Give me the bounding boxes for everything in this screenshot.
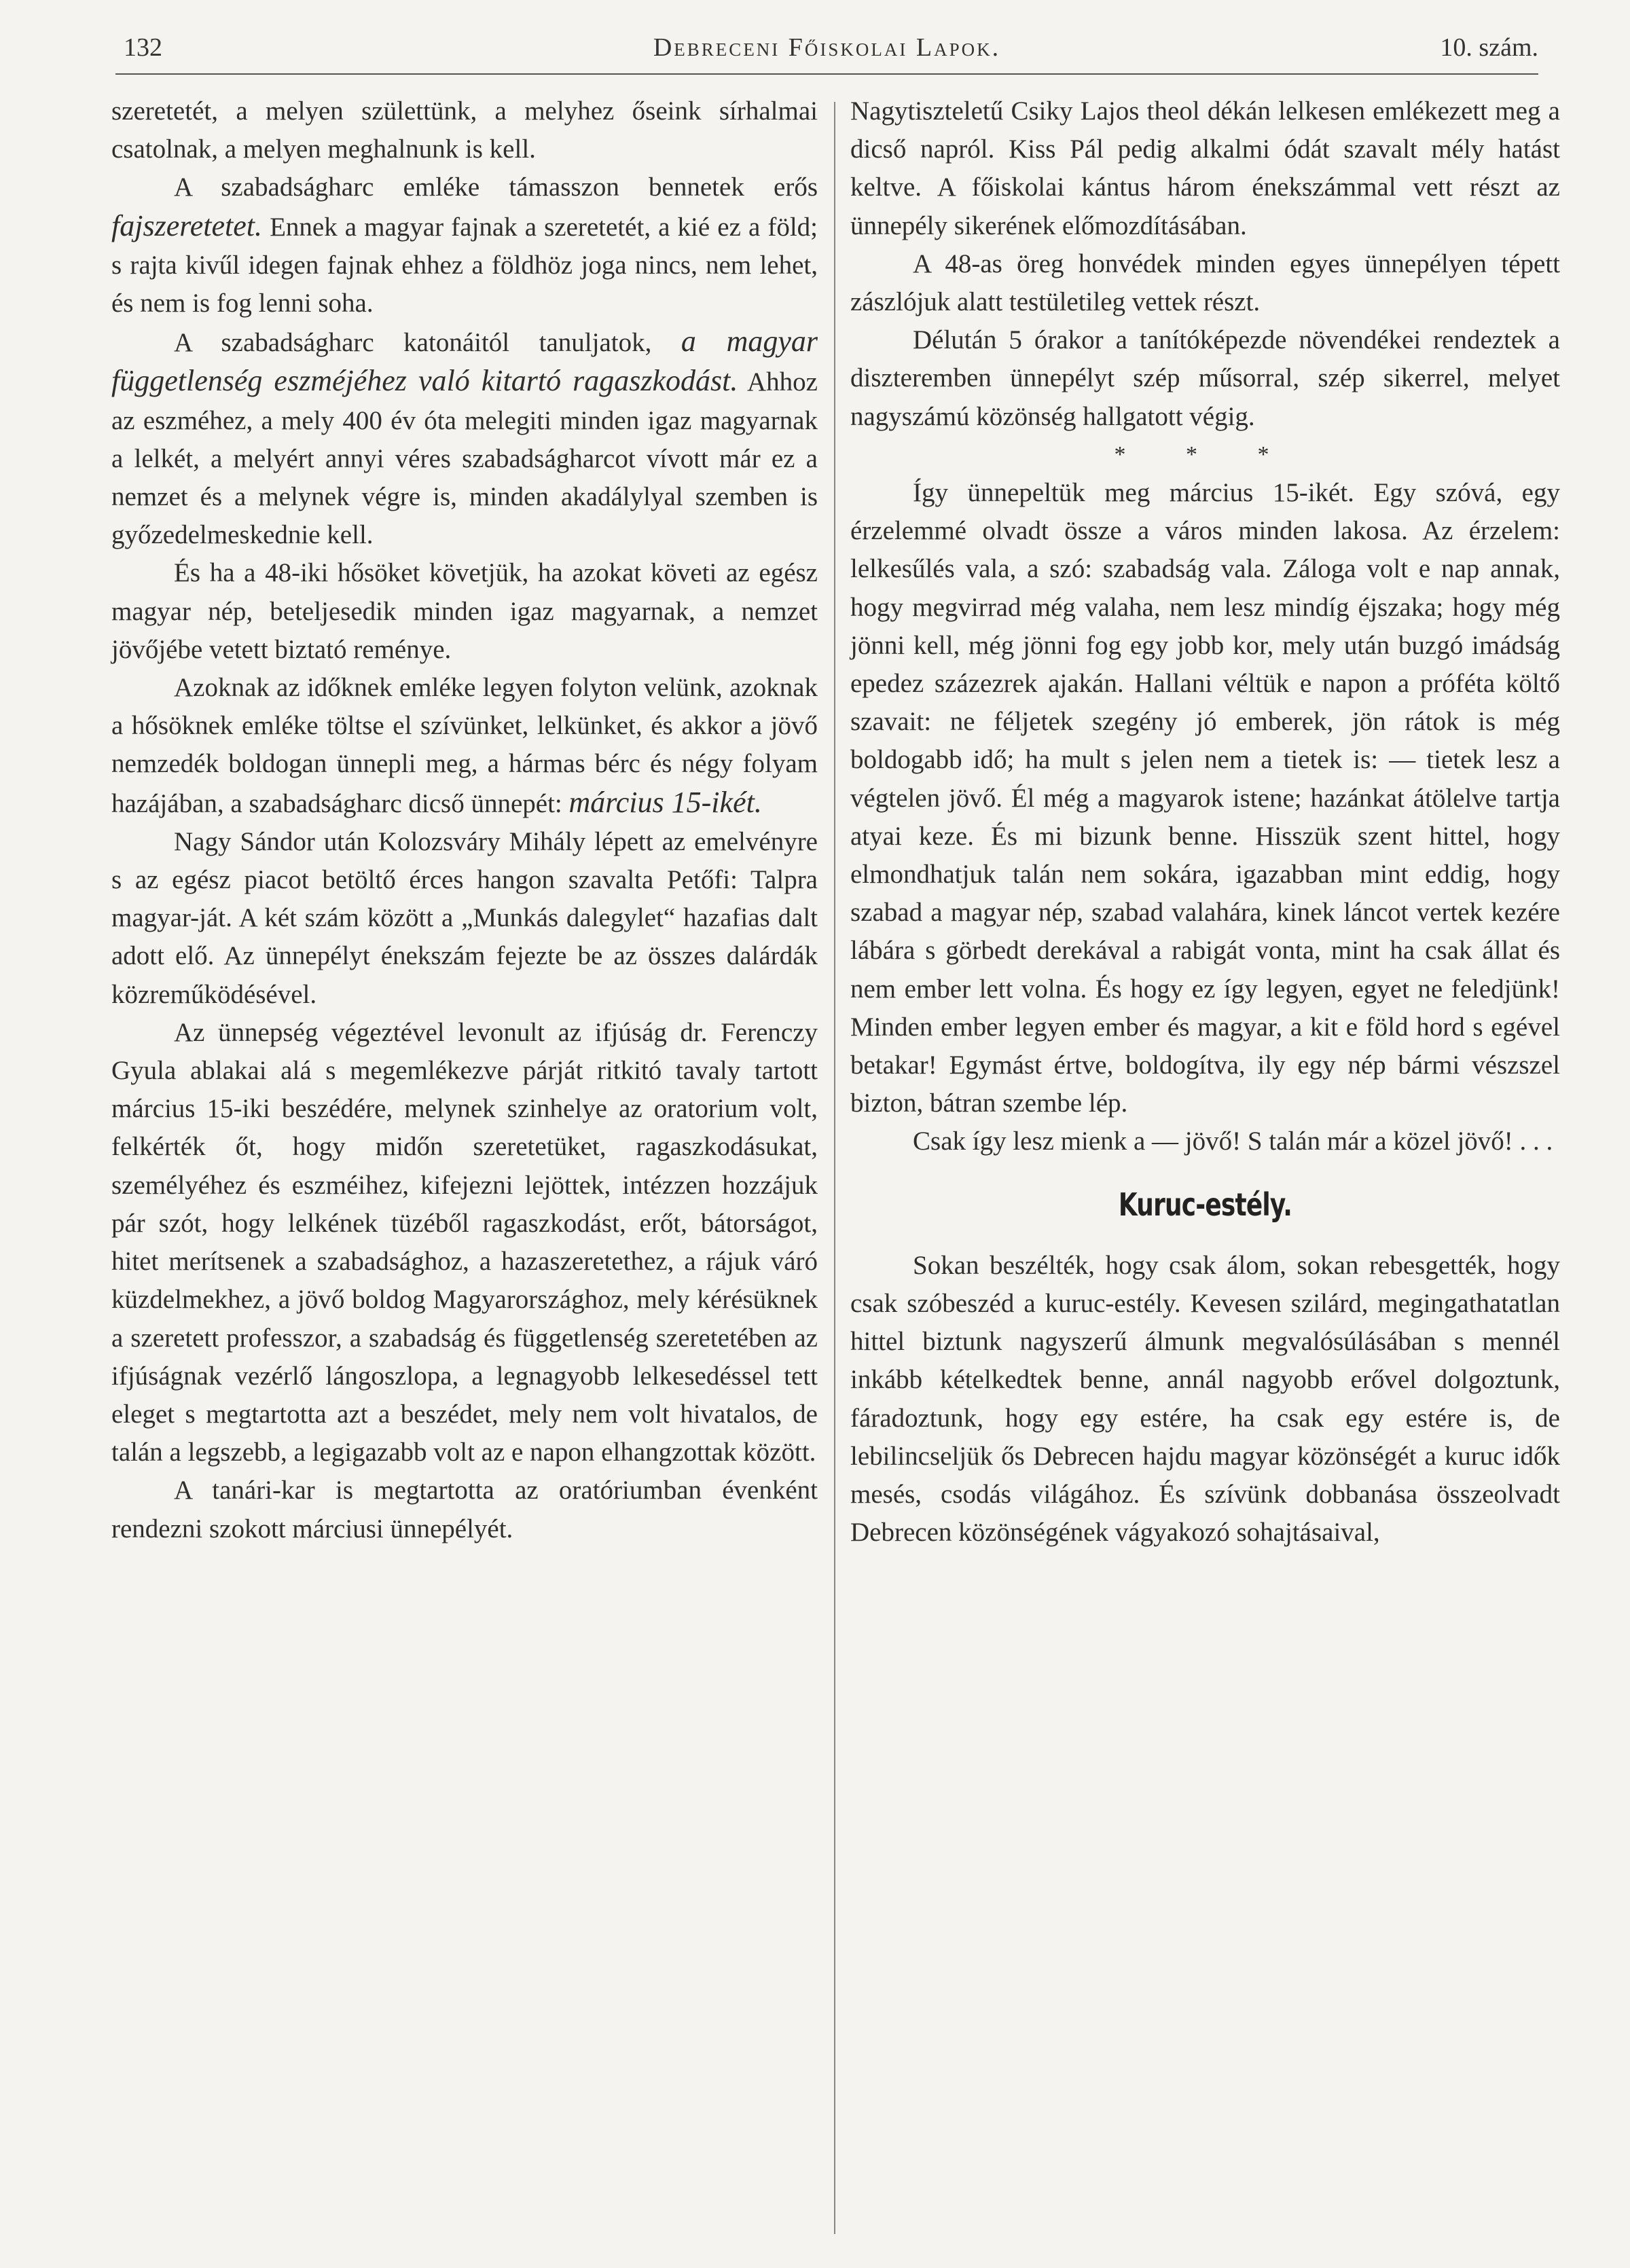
issue-number: 10. szám.: [1440, 33, 1538, 62]
emphasis: a magyar függetlenség eszméjéhez való kitartó ragaszkodást.: [111, 325, 818, 398]
paragraph: Nagy Sándor után Kolozsváry Mihály lépett az emelvényre s az egész piacot betöltő érces hangon szavalta Petőfi: Talpra magyar-ját. A két szám között a „Munkás dalegylet“ hazafias dalt adott elő. Az ünnepélyt énekszám fejezte be az összes dalárdák közreműködésével.: [111, 826, 818, 1009]
running-header: [115, 30, 1538, 75]
text-run: Ahhoz az eszméhez, a mely 400 év óta melegiti minden igaz magyarnak a lelkét, a melyért annyi véres szabadságharcot vívott már ez a nemzet és a melynek végre is, minden akadálylyal szemben is győzedelmeskednie kell.: [111, 367, 818, 550]
paragraph: szeretetét, a melyen születtünk, a melyhez őseink sírhalmai csatolnak, a melyen meghalnunk is kell.: [111, 96, 818, 164]
paragraph: A 48-as öreg honvédek minden egyes ünnepélyen tépett zászlójuk alatt testületileg vettek részt.: [850, 249, 1560, 317]
text-run: Ennek a magyar fajnak a szeretetét, a kié ez a föld; s rajta kivűl idegen fajnak ehhez a földhöz joga nincs, nem lehet, és nem is fog lenni soha.: [111, 212, 818, 318]
column-divider: [834, 102, 835, 2234]
text-run: Azoknak az időknek emléke legyen folyton velünk, azoknak a hősöknek emléke töltse el szívünket, lelkünket, és akkor a jövő nemzedék boldogan ünnepli meg, a hármas bérc és négy folyam hazájában, a szabadságharc dicső ünnepét:: [111, 673, 818, 818]
paragraph: [111, 323, 818, 554]
paragraph: Így ünnepeltük meg március 15-ikét. Egy szóvá, egy érzelemmé olvadt össze a város minden lakosa. Az érzelem: lelkesűlés vala, a szó: szabadság vala. Záloga volt e nap annak, hogy megvirrad még valaha, nem lesz mindíg éjszaka; hogy még jönni kell, még jönni fog egy jobb kor, mely után buzgó imádság epedez százezrek ajakán. Hallani véltük e napon a próféta költő szavait: ne féljetek szegény jó emberek, jön rátok is még boldogabb idő; ha mult s jelen nem a tietek is: — tietek lesz a végtelen jövő. Él még a magyarok istene; hazánkat átölelve tartja atyai keze. És mi bizunk benne. Hisszük szent hittel, hogy elmondhatjuk talán nem sokára, igazabban mint eddig, hogy szabad a magyar nép, szabad valahára, kinek láncot vertek kezére lábára s görbedt derekával a rabigát vonta, mint ha csak állat és nem ember lett volna. És hogy ez így legyen, egyet ne feledjünk! Minden ember legyen ember és magyar, a kit e föld hord s egével betakar! Egymást értve, boldogítva, ily egy nép bármi vészszel bizton, bátran szembe lép.: [850, 478, 1560, 1118]
paragraph: Az ünnepség végeztével levonult az ifjúság dr. Ferenczy Gyula ablakai alá s megemlékezve párját ritkitó tavaly tartott március 15-iki beszédére, melynek szinhelye az oratorium volt, felkérték őt, hogy midőn szeretetüket, ragaszkodásukat, személyéhez és eszméihez, kifejezni lejöttek, intézzen hozzájuk pár szót, hogy lelkének tüzéből ragaszkodást, erőt, bátorságot, hitet merítsenek a szabadsághoz, a hazaszeretethez, a rájuk váró küzdelmekhez, a jövő boldog Magyarországhoz, mely kérésüknek a szeretett professzor, a szabadság és függetlenség szeretetében az ifjúságnak vezérlő lángoszlopa, a legnagyobb lelkesedéssel tett eleget s megtartotta azt a beszédet, mely nem volt hivatalos, de talán a legszebb, a legigazabb volt az e napon elhangzottak között.: [111, 1017, 818, 1467]
paragraph: [111, 669, 818, 823]
emphasis: március 15-ikét.: [568, 785, 762, 819]
header-rule: [115, 73, 1538, 75]
paragraph: [111, 168, 818, 323]
text-run: A szabadságharc katonáitól tanuljatok,: [174, 328, 681, 358]
paragraph: Nagytiszteletű Csiky Lajos theol dékán lelkesen emlékezett meg a dicső napról. Kiss Pál pedig alkalmi ódát szavalt mély hatást keltve. A főiskolai kántus három énekszámmal vett részt az ünnepély sikerének előmozdításában.: [850, 96, 1560, 240]
paragraph: Sokan beszélték, hogy csak álom, sokan rebesgették, hogy csak szóbeszéd a kuruc-estély. Kevesen szilárd, megingathatatlan hittel biztunk nagyszerű álmunk megvalósúlásában s mennél inkább kételkedtek benne, annál nagyobb erővel dolgoztunk, fáradoztunk, hogy egy estére, ha csak egy estére is, de lebilincseljük ős Debrecen hajdu magyar közönségét a kuruc idők mesés, csodás világához. És szívünk dobbanása összeolvadt Debrecen közönségének vágyakozó sohajtásaival,: [850, 1250, 1560, 1548]
section-heading: Kuruc-estély.: [1118, 1186, 1292, 1223]
emphasis: fajszeretetet.: [111, 208, 262, 242]
paragraph: És ha a 48-iki hősöket követjük, ha azokat követi az egész magyar nép, beteljesedik minden igaz magyarnak, a nemzet jövőjébe vetett biztató reménye.: [111, 558, 818, 664]
page-number: 132: [124, 33, 162, 62]
paragraph: Délután 5 órakor a tanítóképezde növendékei rendeztek a diszteremben ünnepélyt szép műsorral, szép sikerrel, melyet nagyszámú közönség hallgatott végig.: [850, 325, 1560, 431]
left-column: [111, 92, 818, 1548]
paragraph: A tanári-kar is megtartotta az oratóriumban évenként rendezni szokott márciusi ünnepélyét.: [111, 1476, 818, 1543]
journal-title: Debreceni Főiskolai Lapok.: [653, 33, 1001, 62]
right-column: [850, 92, 1560, 1552]
paragraph: Csak így lesz mienk a — jövő! S talán már a közel jövő! . . .: [913, 1127, 1553, 1156]
section-separator: * * *: [1114, 441, 1297, 467]
text-run: A szabadságharc emléke támasszon bennetek erős: [174, 172, 818, 202]
